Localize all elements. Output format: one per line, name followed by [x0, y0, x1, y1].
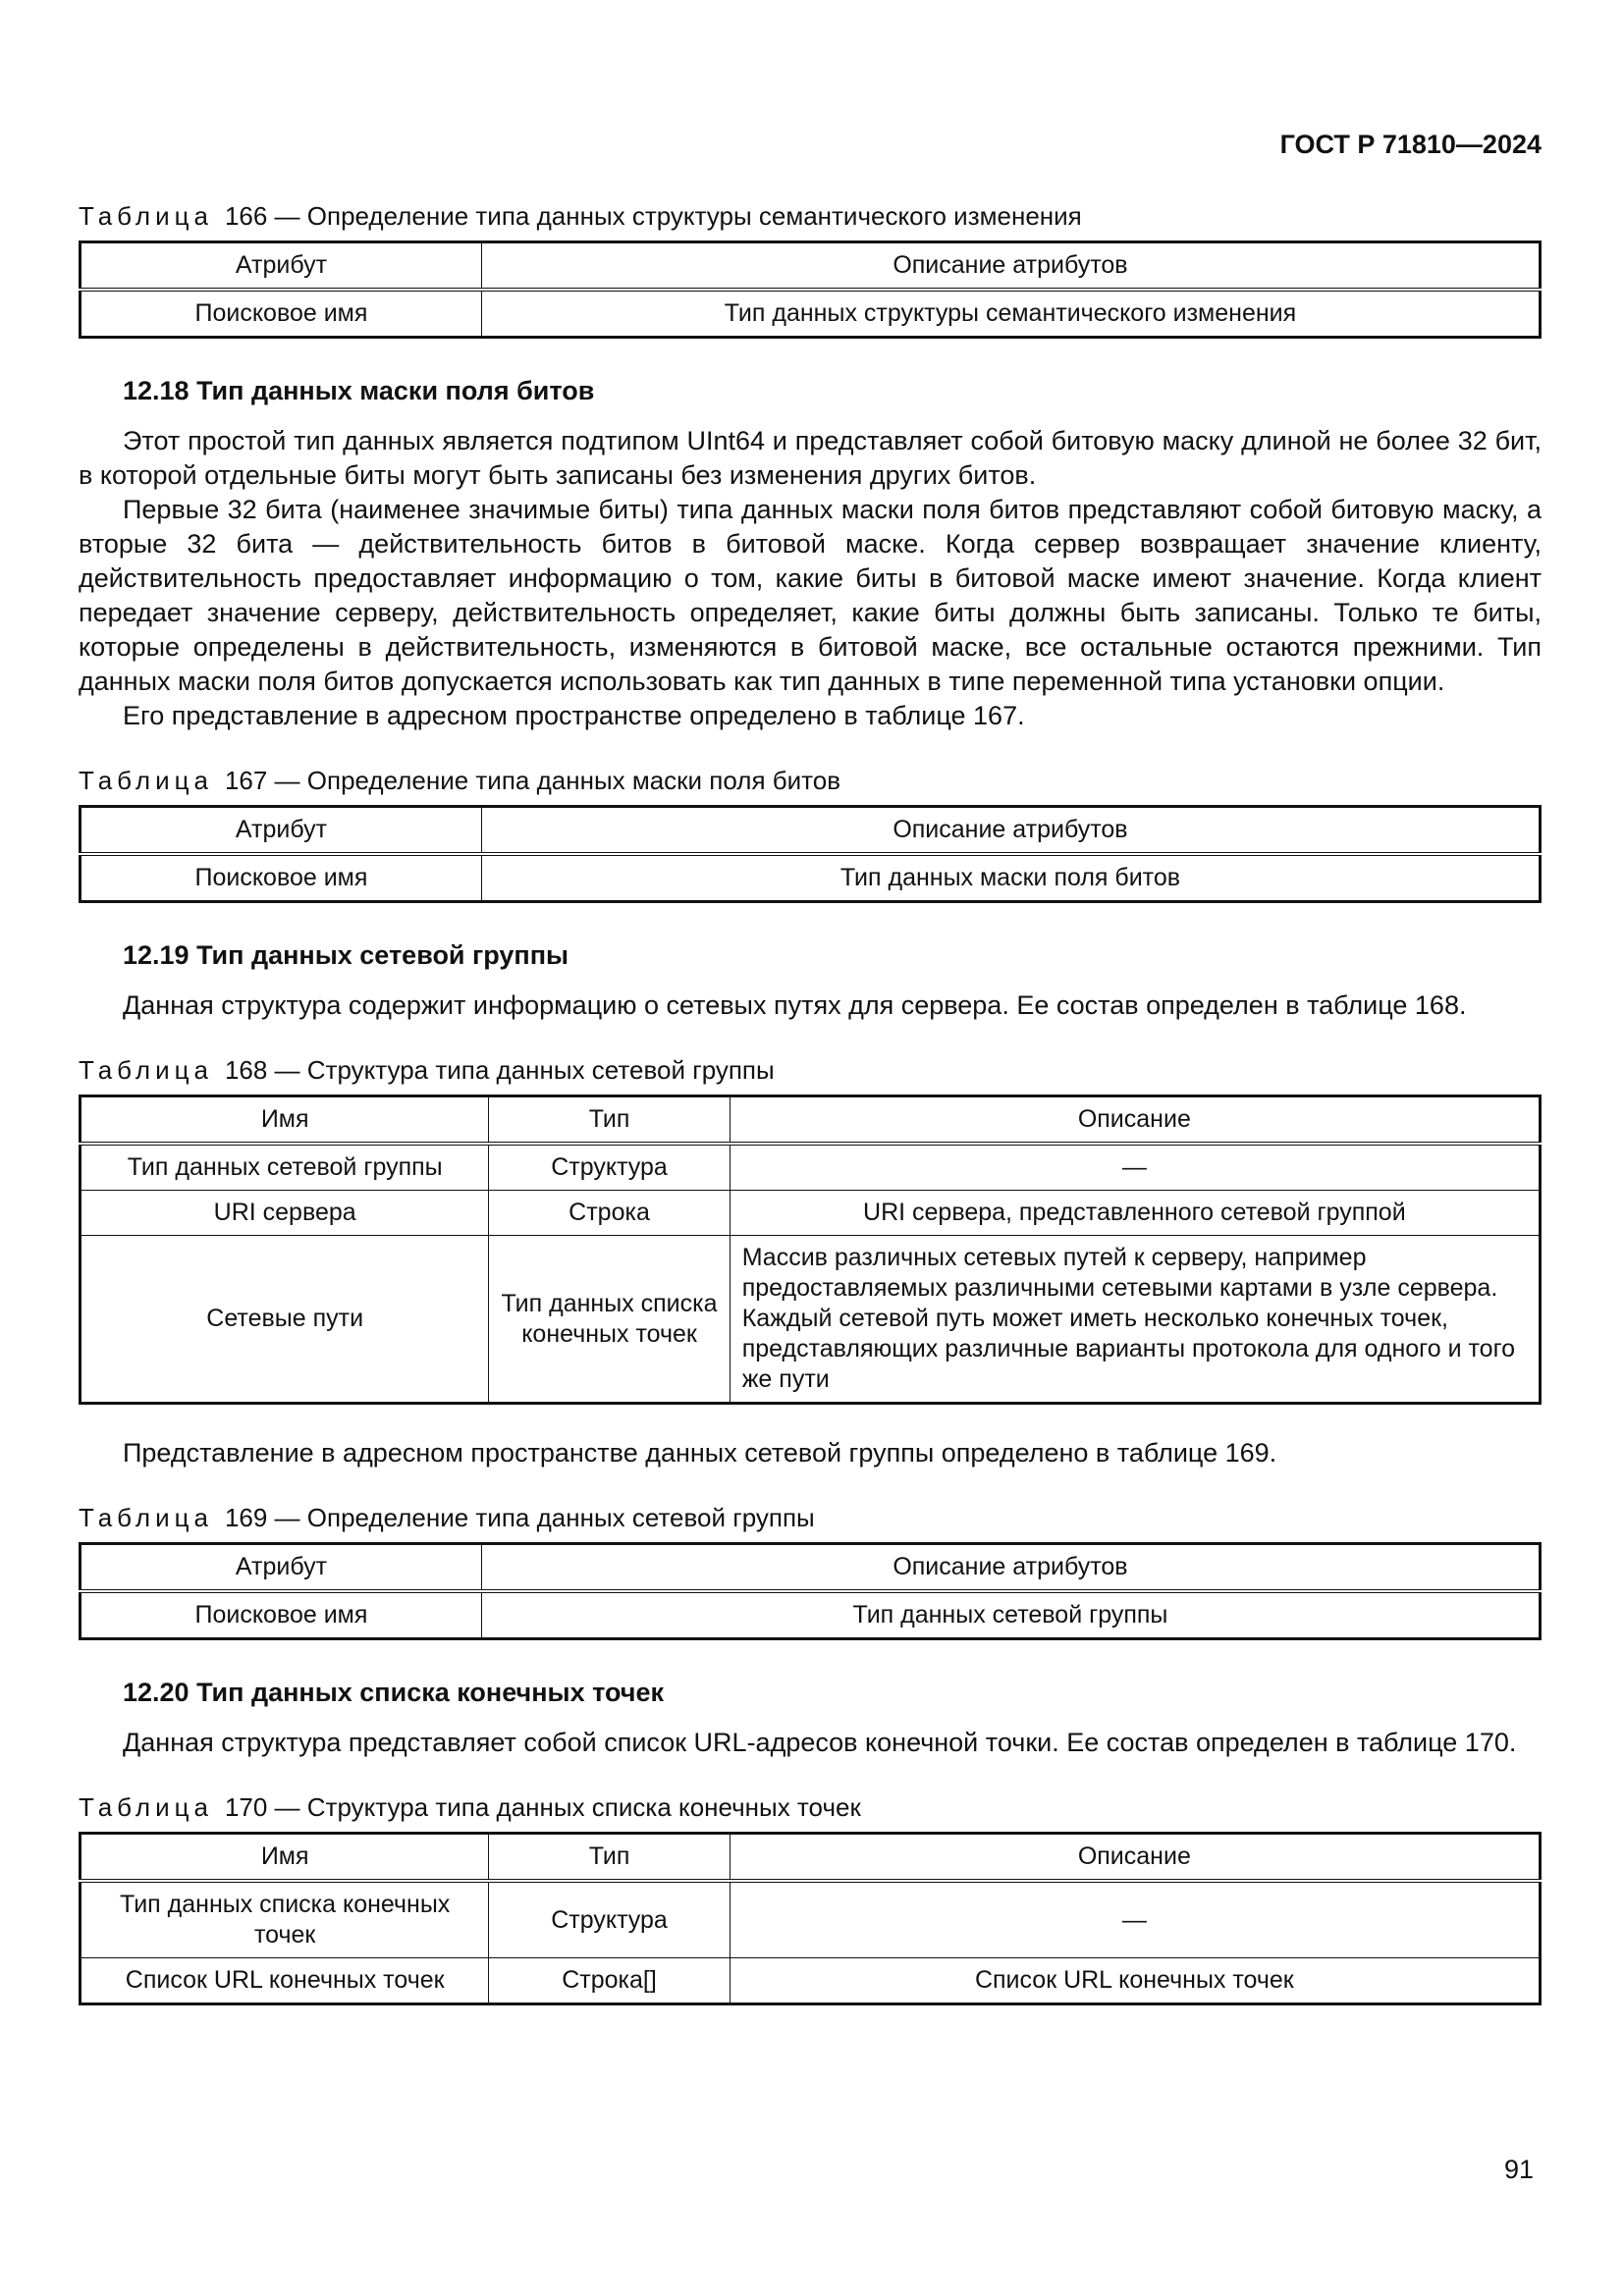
table-170-caption: [79, 1791, 1542, 1824]
paragraph: Его представление в адресном пространстве определено в таблице 167.: [123, 701, 1025, 730]
table-header-cell: Описание атрибутов: [481, 1544, 1540, 1592]
table-caption-label: Таблица: [79, 1792, 213, 1822]
table-168: [79, 1095, 1542, 1405]
table-header-cell: Имя: [81, 1834, 489, 1882]
table-caption-label: Таблица: [79, 201, 213, 231]
table-header-row: [81, 1096, 1541, 1145]
table-header-cell: Имя: [81, 1096, 489, 1145]
paragraph: Первые 32 бита (наименее значимые биты) типа данных маски поля битов представляют собой битовую маску, а вторые 32 бита — действительность битов в битовой маске. Когда сервер возвращает значение клиенту, действительность предоставляет информацию о том, какие биты в битовой маске имеют значение. Когда клиент передает значение серверу, действительность определяет, какие биты должны быть записаны. Только те биты, которые определены в действительность, изменяются в битовой маске, все остальные остаются прежними. Тип данных маски поля битов допускается использовать как тип данных в типе переменной типа установки опции.: [79, 495, 1542, 696]
table-row: [81, 1958, 1541, 2004]
table-166: [79, 240, 1542, 339]
table-167-caption: [79, 765, 1542, 797]
table-header-row: [81, 242, 1541, 291]
table-cell: URI сервера: [81, 1191, 489, 1236]
table-cell: Поисковое имя: [81, 854, 482, 902]
table-cell: Поисковое имя: [81, 1591, 482, 1639]
table-cell: Сетевые пути: [81, 1236, 489, 1404]
table-166-caption: [79, 200, 1542, 233]
section-heading-12-18: 12.18 Тип данных маски поля битов: [123, 376, 595, 405]
table-header-cell: Описание: [730, 1834, 1540, 1882]
table-cell: Тип данных списка конечных точек: [81, 1881, 489, 1958]
table-caption-text: 170 — Структура типа данных списка конечных точек: [224, 1792, 861, 1822]
table-cell: Список URL конечных точек: [730, 1958, 1540, 2004]
table-header-row: [81, 807, 1541, 855]
table-169: [79, 1542, 1542, 1640]
table-cell: —: [730, 1881, 1540, 1958]
page-number: 91: [1503, 2155, 1534, 2184]
table-cell: Тип данных маски поля битов: [481, 854, 1540, 902]
table-cell: Структура: [489, 1881, 730, 1958]
table-row: [81, 290, 1541, 338]
table-cell: Тип данных структуры семантического изменения: [481, 290, 1540, 338]
table-caption-text: 168 — Структура типа данных сетевой группы: [224, 1055, 775, 1085]
paragraph: Данная структура содержит информацию о сетевых путях для сервера. Ее состав определен в таблице 168.: [123, 990, 1467, 1020]
paragraph: Данная структура представляет собой список URL-адресов конечной точки. Ее состав определен в таблице 170.: [123, 1728, 1517, 1757]
table-row: [81, 1144, 1541, 1191]
table-170: [79, 1832, 1542, 2005]
table-167: [79, 805, 1542, 903]
table-cell: URI сервера, представленного сетевой группой: [730, 1191, 1540, 1236]
table-header-cell: Описание атрибутов: [481, 242, 1540, 291]
section-heading-12-19: 12.19 Тип данных сетевой группы: [123, 940, 569, 970]
table-row: [81, 1191, 1541, 1236]
table-header-row: [81, 1544, 1541, 1592]
table-header-cell: Атрибут: [81, 1544, 482, 1592]
section-heading-12-20: 12.20 Тип данных списка конечных точек: [123, 1678, 665, 1707]
table-header-cell: Тип: [489, 1096, 730, 1145]
table-cell: Поисковое имя: [81, 290, 482, 338]
table-caption-label: Таблица: [79, 1055, 213, 1085]
table-cell: Массив различных сетевых путей к серверу, например предоставляемых различными сетевыми картами в узле сервера. Каждый сетевой путь может иметь несколько конечных точек, представляющих различные варианты протокола для одного и того же пути: [730, 1236, 1540, 1404]
table-caption-label: Таблица: [79, 766, 213, 795]
table-cell: Строка: [489, 1191, 730, 1236]
table-caption-label: Таблица: [79, 1503, 213, 1532]
table-cell: Строка[]: [489, 1958, 730, 2004]
table-caption-text: 169 — Определение типа данных сетевой группы: [224, 1503, 815, 1532]
table-header-cell: Описание атрибутов: [481, 807, 1540, 855]
table-cell: Тип данных списка конечных точек: [489, 1236, 730, 1404]
paragraph: Этот простой тип данных является подтипом UInt64 и представляет собой битовую маску длиной не более 32 бит, в которой отдельные биты могут быть записаны без изменения других битов.: [79, 426, 1542, 490]
table-header-cell: Тип: [489, 1834, 730, 1882]
table-header-cell: Атрибут: [81, 807, 482, 855]
table-row: [81, 1881, 1541, 1958]
table-header-row: [81, 1834, 1541, 1882]
table-168-caption: [79, 1054, 1542, 1087]
table-caption-text: 167 — Определение типа данных маски поля битов: [224, 766, 841, 795]
table-169-caption: [79, 1502, 1542, 1534]
paragraph: Представление в адресном пространстве данных сетевой группы определено в таблице 169.: [123, 1438, 1277, 1468]
table-cell: —: [730, 1144, 1540, 1191]
table-row: [81, 1236, 1541, 1404]
table-cell: Список URL конечных точек: [81, 1958, 489, 2004]
table-cell: Тип данных сетевой группы: [481, 1591, 1540, 1639]
table-row: [81, 854, 1541, 902]
table-caption-text: 166 — Определение типа данных структуры семантического изменения: [224, 201, 1082, 231]
doc-code: ГОСТ Р 71810—2024: [1279, 130, 1542, 159]
table-header-cell: Атрибут: [81, 242, 482, 291]
table-cell: Структура: [489, 1144, 730, 1191]
table-row: [81, 1591, 1541, 1639]
table-header-cell: Описание: [730, 1096, 1540, 1145]
table-cell: Тип данных сетевой группы: [81, 1144, 489, 1191]
